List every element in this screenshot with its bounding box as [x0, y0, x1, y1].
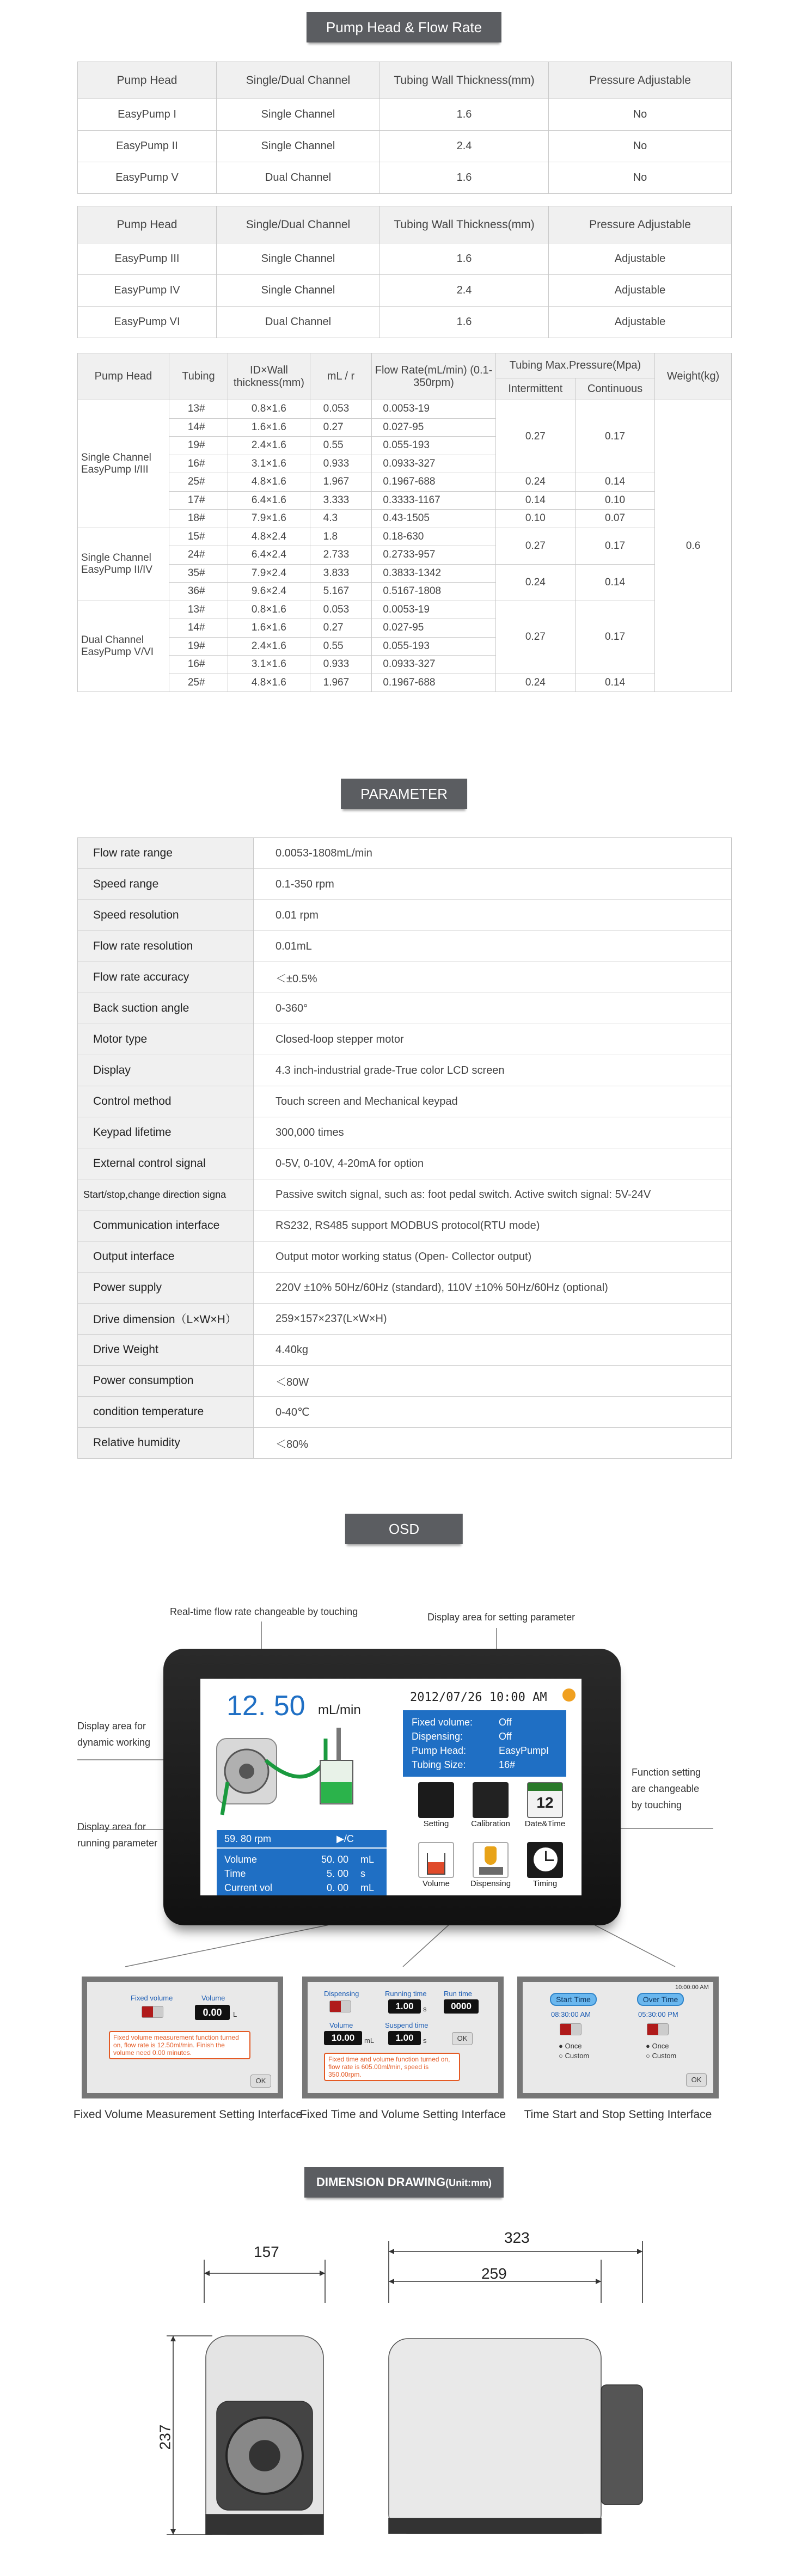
cell: EasyPump III	[78, 243, 217, 275]
dimension-title: DIMENSION DRAWING	[316, 2175, 446, 2189]
info-value: 16#	[499, 1759, 516, 1770]
parameter-value: Output motor working status (Open- Collector output)	[254, 1241, 732, 1272]
cell: 13#	[169, 601, 228, 619]
col-header: Weight(kg)	[655, 353, 732, 400]
volume-label: Volume	[329, 2021, 353, 2029]
cell: 0.18-630	[372, 528, 495, 546]
col-header: Single/Dual Channel	[217, 206, 380, 243]
parameter-value: 4.3 inch-industrial grade-True color LCD screen	[254, 1055, 732, 1086]
run-label: Volume	[224, 1854, 258, 1865]
calendar-header	[528, 1783, 562, 1791]
cell: EasyPump II	[78, 131, 217, 162]
pressure-cell: 0.14	[575, 473, 654, 492]
cell: 0.1967-688	[372, 473, 495, 492]
cell: 0.0933-327	[372, 656, 495, 674]
cell: Single Channel	[217, 131, 380, 162]
cell: Single Channel	[217, 275, 380, 307]
run-value: 50. 00	[321, 1854, 349, 1865]
col-header: Single/Dual Channel	[217, 62, 380, 99]
parameter-key: Flow rate accuracy	[78, 962, 254, 993]
cell: 2.733	[310, 546, 372, 565]
running-time-label: Running time	[385, 1990, 427, 1998]
direction-icon[interactable]: ▶/C	[336, 1833, 354, 1844]
flow-rate-value[interactable]: 12. 50	[227, 1690, 305, 1722]
osd-banner: OSD	[345, 1514, 463, 1544]
annotation-setting-area: Display area for setting parameter	[427, 1612, 576, 1623]
cell: 1.6	[380, 162, 549, 194]
pump-head-group: Single Channel EasyPump I/III	[78, 400, 169, 528]
cell: 1.8	[310, 528, 372, 546]
cell: 7.9×1.6	[228, 510, 310, 528]
beaker-shape	[427, 1853, 445, 1875]
info-row	[412, 1731, 512, 1742]
cell: 1.6	[380, 243, 549, 275]
dimension-unit: (Unit:mm)	[445, 2177, 492, 2188]
cell: 0.55	[310, 437, 372, 455]
time-start-stop-panel	[517, 1977, 719, 2098]
run-row	[224, 1854, 375, 1865]
fixed-volume-caption: Fixed Volume Measurement Setting Interface	[73, 2108, 303, 2121]
over-time-button[interactable]: Over Time	[637, 1993, 684, 2006]
col-header: Continuous	[575, 378, 654, 400]
fixed-time-volume-panel	[302, 1977, 504, 2098]
cell: 16#	[169, 656, 228, 674]
cell: 2.4	[380, 131, 549, 162]
col-header: mL / r	[310, 353, 372, 400]
suspend-time-value[interactable]: 1.00	[388, 2031, 421, 2045]
cell: 19#	[169, 437, 228, 455]
cell: 0.27	[310, 418, 372, 437]
lcd-screen	[200, 1679, 581, 1895]
time-start-stop-caption: Time Start and Stop Setting Interface	[524, 2108, 712, 2121]
pressure-cell: 0.14	[575, 674, 654, 692]
parameter-value: Touch screen and Mechanical keypad	[254, 1086, 732, 1117]
cell: 1.6×1.6	[228, 619, 310, 638]
info-row	[412, 1745, 549, 1757]
info-label: Pump Head:	[412, 1745, 467, 1756]
col-header: Tubing Wall Thickness(mm)	[380, 62, 549, 99]
pressure-cell: 0.14	[495, 491, 575, 510]
run-row	[224, 1882, 375, 1894]
parameter-key: Motor type	[78, 1024, 254, 1055]
cell: 3.333	[310, 491, 372, 510]
run-value: 0. 00	[327, 1882, 349, 1893]
cell: 3.1×1.6	[228, 656, 310, 674]
cell: 4.8×1.6	[228, 473, 310, 492]
run-value: 5. 00	[327, 1868, 349, 1879]
cell: 4.3	[310, 510, 372, 528]
col-header: Pump Head	[78, 353, 169, 400]
parameter-value: ＜80W	[254, 1366, 732, 1397]
run-unit: mL	[360, 1882, 375, 1893]
parameter-key: Speed resolution	[78, 900, 254, 931]
annotation-line: Display area for	[77, 1721, 146, 1731]
dimension-banner	[304, 2167, 504, 2198]
parameter-key: Flow rate range	[78, 838, 254, 869]
cell: 1.6	[380, 99, 549, 131]
annotation-line: are changeable	[632, 1783, 700, 1794]
cell: 0.0933-327	[372, 455, 495, 473]
cell: EasyPump V	[78, 162, 217, 194]
cell: 0.1967-688	[372, 674, 495, 692]
cell: 0.8×1.6	[228, 601, 310, 619]
parameter-key: condition temperature	[78, 1397, 254, 1428]
pressure-cell: 0.10	[495, 510, 575, 528]
info-row	[412, 1717, 512, 1728]
once-label: Once	[565, 2042, 582, 2050]
parameter-value: 220V ±10% 50Hz/60Hz (standard), 110V ±10% 50Hz/60Hz (optional)	[254, 1272, 732, 1304]
panel-screen	[523, 1982, 713, 2093]
cell: EasyPump IV	[78, 275, 217, 307]
parameter-key: Relative humidity	[78, 1428, 254, 1459]
parameter-value: Passive switch signal, such as: foot pedal switch. Active switch signal: 5V-24V	[254, 1179, 732, 1210]
cell: 0.027-95	[372, 619, 495, 638]
cell: Adjustable	[549, 243, 732, 275]
start-time-button[interactable]: Start Time	[550, 1993, 597, 2006]
parameter-value: 4.40kg	[254, 1335, 732, 1366]
dimension-width: 157	[254, 2243, 279, 2260]
cell: 16#	[169, 455, 228, 473]
info-value: Off	[499, 1731, 512, 1742]
flow-rate-unit: mL/min	[318, 1703, 361, 1717]
setting-icon[interactable]	[418, 1782, 454, 1818]
cell: Adjustable	[549, 275, 732, 307]
parameter-key: Drive Weight	[78, 1335, 254, 1366]
datetime-label: Date&Time	[524, 1819, 566, 1828]
ml-unit: mL	[364, 2036, 375, 2045]
fixed-volume-note: Fixed volume measurement function turned on, flow rate is 12.50ml/min. Finish the volume need 0.00 minutes.	[109, 2031, 250, 2059]
setting-info-panel[interactable]	[403, 1710, 566, 1777]
col-header: Tubing Wall Thickness(mm)	[380, 206, 549, 243]
volume-unit: L	[233, 2010, 237, 2018]
cell: 0.933	[310, 656, 372, 674]
cell: 0.055-193	[372, 437, 495, 455]
cell: Adjustable	[549, 307, 732, 338]
cell: 2.4×1.6	[228, 437, 310, 455]
cell: EasyPump VI	[78, 307, 217, 338]
cell: 13#	[169, 400, 228, 419]
pressure-cell: 0.10	[575, 491, 654, 510]
cell: 7.9×2.4	[228, 564, 310, 583]
parameter-key: Start/stop,change direction signa	[78, 1179, 254, 1210]
cell: 0.27	[310, 619, 372, 638]
cell: 1.6	[380, 307, 549, 338]
run-label: Time	[224, 1868, 246, 1879]
annotation-line: dynamic working	[77, 1737, 151, 1748]
clock-hand	[545, 1859, 554, 1861]
dimension-total: 323	[504, 2229, 530, 2246]
parameter-value: 0-40℃	[254, 1397, 732, 1428]
calibration-icon[interactable]	[473, 1782, 509, 1818]
info-label: Dispensing:	[412, 1731, 463, 1742]
running-time-value[interactable]: 1.00	[388, 1999, 421, 2014]
cell: 0.55	[310, 637, 372, 656]
col-header: Tubing Max.Pressure(Mpa)	[495, 353, 654, 378]
col-header: Pump Head	[78, 62, 217, 99]
cell: 0.933	[310, 455, 372, 473]
cell: 0.053	[310, 601, 372, 619]
timing-icon[interactable]	[527, 1842, 563, 1878]
col-header: Pressure Adjustable	[549, 206, 732, 243]
col-header: Flow Rate(mL/min) (0.1-350rpm)	[372, 353, 495, 400]
parameter-value: 0.1-350 rpm	[254, 869, 732, 900]
seconds-unit: s	[423, 2036, 427, 2045]
parameter-value: ＜±0.5%	[254, 962, 732, 993]
cell: 4.8×1.6	[228, 674, 310, 692]
pump-illustration	[211, 1728, 391, 1826]
ok-button[interactable]: OK	[250, 2075, 271, 2088]
over-toggle[interactable]	[647, 2023, 669, 2035]
cell: Dual Channel	[217, 162, 380, 194]
parameter-key: Speed range	[78, 869, 254, 900]
parameter-value: RS232, RS485 support MODBUS protocol(RTU mode)	[254, 1210, 732, 1241]
info-label: Tubing Size:	[412, 1759, 466, 1770]
info-label: Fixed volume:	[412, 1717, 473, 1728]
parameter-value: 0.01mL	[254, 931, 732, 962]
setting-label: Setting	[423, 1819, 449, 1828]
run-unit: mL	[360, 1854, 375, 1865]
cell: 3.833	[310, 564, 372, 583]
dimension-drawing	[0, 2222, 808, 2570]
custom-radio[interactable]: ○ Custom	[646, 2052, 677, 2060]
parameter-value: 300,000 times	[254, 1117, 732, 1148]
cell: No	[549, 131, 732, 162]
col-header: Pressure Adjustable	[549, 62, 732, 99]
cell: 0.3333-1167	[372, 491, 495, 510]
run-time-value: 0000	[444, 1999, 479, 2014]
dispensing-label: Dispensing	[470, 1879, 511, 1888]
volume-icon[interactable]	[418, 1842, 454, 1878]
cell: 35#	[169, 564, 228, 583]
parameter-value: 259×157×237(L×W×H)	[254, 1304, 732, 1335]
cell: Dual Channel	[217, 307, 380, 338]
info-value: Off	[499, 1717, 512, 1728]
rpm-value: 59. 80 rpm	[224, 1833, 272, 1844]
run-row	[224, 1868, 365, 1880]
cell: 1.967	[310, 473, 372, 492]
parameter-value: 0.01 rpm	[254, 900, 732, 931]
cell: 2.4	[380, 275, 549, 307]
pressure-cell: 0.24	[495, 473, 575, 492]
col-header: Tubing	[169, 353, 228, 400]
parameter-key: Flow rate resolution	[78, 931, 254, 962]
cell: 3.1×1.6	[228, 455, 310, 473]
pressure-cell: 0.24	[495, 674, 575, 692]
clock-readout: 10:00:00 AM	[675, 1984, 709, 1991]
rpm-row[interactable]	[217, 1830, 387, 1849]
timing-label: Timing	[532, 1879, 558, 1888]
running-parameter-panel	[217, 1830, 387, 1895]
calendar-day: 12	[536, 1794, 554, 1811]
cell: 0.027-95	[372, 418, 495, 437]
cell: 1.967	[310, 674, 372, 692]
pressure-cell: 0.17	[575, 528, 654, 564]
cell: 15#	[169, 528, 228, 546]
start-toggle[interactable]	[560, 2023, 581, 2035]
cell: 5.167	[310, 583, 372, 601]
cell: 25#	[169, 674, 228, 692]
cell: 1.6×1.6	[228, 418, 310, 437]
cell: EasyPump I	[78, 99, 217, 131]
cell: Single Channel	[217, 243, 380, 275]
cell: 18#	[169, 510, 228, 528]
panel-screen	[87, 1982, 278, 2093]
fixed-volume-toggle[interactable]	[142, 2006, 163, 2018]
cell: 0.5167-1808	[372, 583, 495, 601]
ok-button[interactable]: OK	[452, 2032, 473, 2045]
fixed-time-volume-caption: Fixed Time and Volume Setting Interface	[299, 2108, 506, 2121]
dispensing-label: Dispensing	[324, 1990, 359, 1998]
cell: No	[549, 99, 732, 131]
custom-label: Custom	[565, 2052, 590, 2060]
parameter-key: Communication interface	[78, 1210, 254, 1241]
cell: 6.4×2.4	[228, 546, 310, 565]
fixed-volume-panel	[82, 1977, 283, 2098]
once-radio[interactable]: ● Once	[646, 2042, 669, 2050]
cell: 14#	[169, 418, 228, 437]
col-header: Intermittent	[495, 378, 575, 400]
volume-label: Volume	[201, 1994, 225, 2002]
calendar-icon[interactable]	[527, 1782, 563, 1818]
col-header: ID×Wall thickness(mm)	[228, 353, 310, 400]
cell: 0.2733-957	[372, 546, 495, 565]
parameter-key: Keypad lifetime	[78, 1117, 254, 1148]
annotation-line: by touching	[632, 1800, 682, 1810]
seconds-unit: s	[423, 2005, 427, 2013]
info-value: EasyPumpI	[499, 1745, 549, 1756]
annotation-realtime: Real-time flow rate changeable by touching	[170, 1606, 358, 1617]
start-time-value: 08:30:00 AM	[551, 2010, 591, 2018]
once-label: Once	[652, 2042, 669, 2050]
pressure-cell: 0.17	[575, 601, 654, 674]
cell: Single Channel	[217, 99, 380, 131]
cell: 0.055-193	[372, 637, 495, 656]
custom-radio[interactable]: ○ Custom	[559, 2052, 590, 2060]
cell: 36#	[169, 583, 228, 601]
once-radio[interactable]: ● Once	[559, 2042, 582, 2050]
pump-display-device	[163, 1649, 621, 1925]
parameter-value: 0.0053-1808mL/min	[254, 838, 732, 869]
gear-icon[interactable]	[562, 1688, 576, 1702]
cell: 0.8×1.6	[228, 400, 310, 419]
parameter-key: Power supply	[78, 1272, 254, 1304]
annotation-line: running parameter	[77, 1838, 158, 1849]
cell: 0.0053-19	[372, 601, 495, 619]
weight-cell: 0.6	[655, 400, 732, 692]
cell: 19#	[169, 637, 228, 656]
parameter-key: External control signal	[78, 1148, 254, 1179]
cell: 0.0053-19	[372, 400, 495, 419]
datetime-display[interactable]: 2012/07/26 10:00 AM	[410, 1691, 547, 1704]
ok-button[interactable]: OK	[686, 2073, 707, 2087]
parameter-key: Display	[78, 1055, 254, 1086]
run-time-label: Run time	[444, 1990, 473, 1998]
parameter-value: 0-5V, 0-10V, 4-20mA for option	[254, 1148, 732, 1179]
pressure-cell: 0.14	[575, 564, 654, 601]
dispensing-icon[interactable]	[473, 1842, 509, 1878]
fixed-time-note: Fixed time and volume function turned on, flow rate is 605.00ml/min, speed is 350.00rpm.	[324, 2053, 460, 2081]
cell: 0.3833-1342	[372, 564, 495, 583]
pressure-cell: 0.07	[575, 510, 654, 528]
over-time-value: 05:30:00 PM	[638, 2010, 678, 2018]
run-unit: s	[360, 1868, 365, 1879]
suspend-time-label: Suspend time	[385, 2021, 429, 2029]
annotation-line: Function setting	[632, 1767, 701, 1778]
pressure-cell: 0.17	[575, 400, 654, 473]
annotation-line: Display area for	[77, 1821, 146, 1832]
panel-screen	[308, 1982, 498, 2093]
cell: 25#	[169, 473, 228, 492]
tray-shape	[479, 1867, 503, 1875]
pressure-cell: 0.24	[495, 564, 575, 601]
cell: 0.053	[310, 400, 372, 419]
run-label: Current vol	[224, 1882, 273, 1893]
parameter-key: Back suction angle	[78, 993, 254, 1024]
calibration-label: Calibration	[471, 1819, 510, 1828]
cell: 4.8×2.4	[228, 528, 310, 546]
cell: 9.6×2.4	[228, 583, 310, 601]
fixed-volume-label: Fixed volume	[131, 1994, 173, 2002]
pump-head-group: Dual Channel EasyPump V/VI	[78, 601, 169, 692]
cell: 14#	[169, 619, 228, 638]
parameter-key: Output interface	[78, 1241, 254, 1272]
cell: 6.4×1.6	[228, 491, 310, 510]
parameter-value: 0-360°	[254, 993, 732, 1024]
parameter-banner: PARAMETER	[341, 779, 467, 809]
cell: 24#	[169, 546, 228, 565]
drop-shape	[485, 1846, 497, 1865]
dimension-length: 259	[481, 2265, 507, 2282]
cell: 0.43-1505	[372, 510, 495, 528]
parameter-key: Drive dimension（L×W×H）	[78, 1304, 254, 1335]
dispensing-toggle[interactable]	[329, 2000, 351, 2012]
volume-value[interactable]: 0.00	[195, 2005, 230, 2020]
volume-label: Volume	[422, 1879, 450, 1888]
pressure-cell: 0.27	[495, 601, 575, 674]
col-header: Pump Head	[78, 206, 217, 243]
cell: 17#	[169, 491, 228, 510]
volume-value[interactable]: 10.00	[324, 2031, 362, 2045]
parameter-key: Power consumption	[78, 1366, 254, 1397]
pump-head-group: Single Channel EasyPump II/IV	[78, 528, 169, 601]
cell: 2.4×1.6	[228, 637, 310, 656]
parameter-key: Control method	[78, 1086, 254, 1117]
info-row	[412, 1759, 516, 1771]
pressure-cell: 0.27	[495, 400, 575, 473]
pressure-cell: 0.27	[495, 528, 575, 564]
parameter-value: Closed-loop stepper motor	[254, 1024, 732, 1055]
custom-label: Custom	[652, 2052, 677, 2060]
pump-head-banner: Pump Head & Flow Rate	[307, 12, 501, 42]
parameter-value: ＜80%	[254, 1428, 732, 1459]
dimension-height: 237	[156, 2424, 174, 2450]
cell: No	[549, 162, 732, 194]
